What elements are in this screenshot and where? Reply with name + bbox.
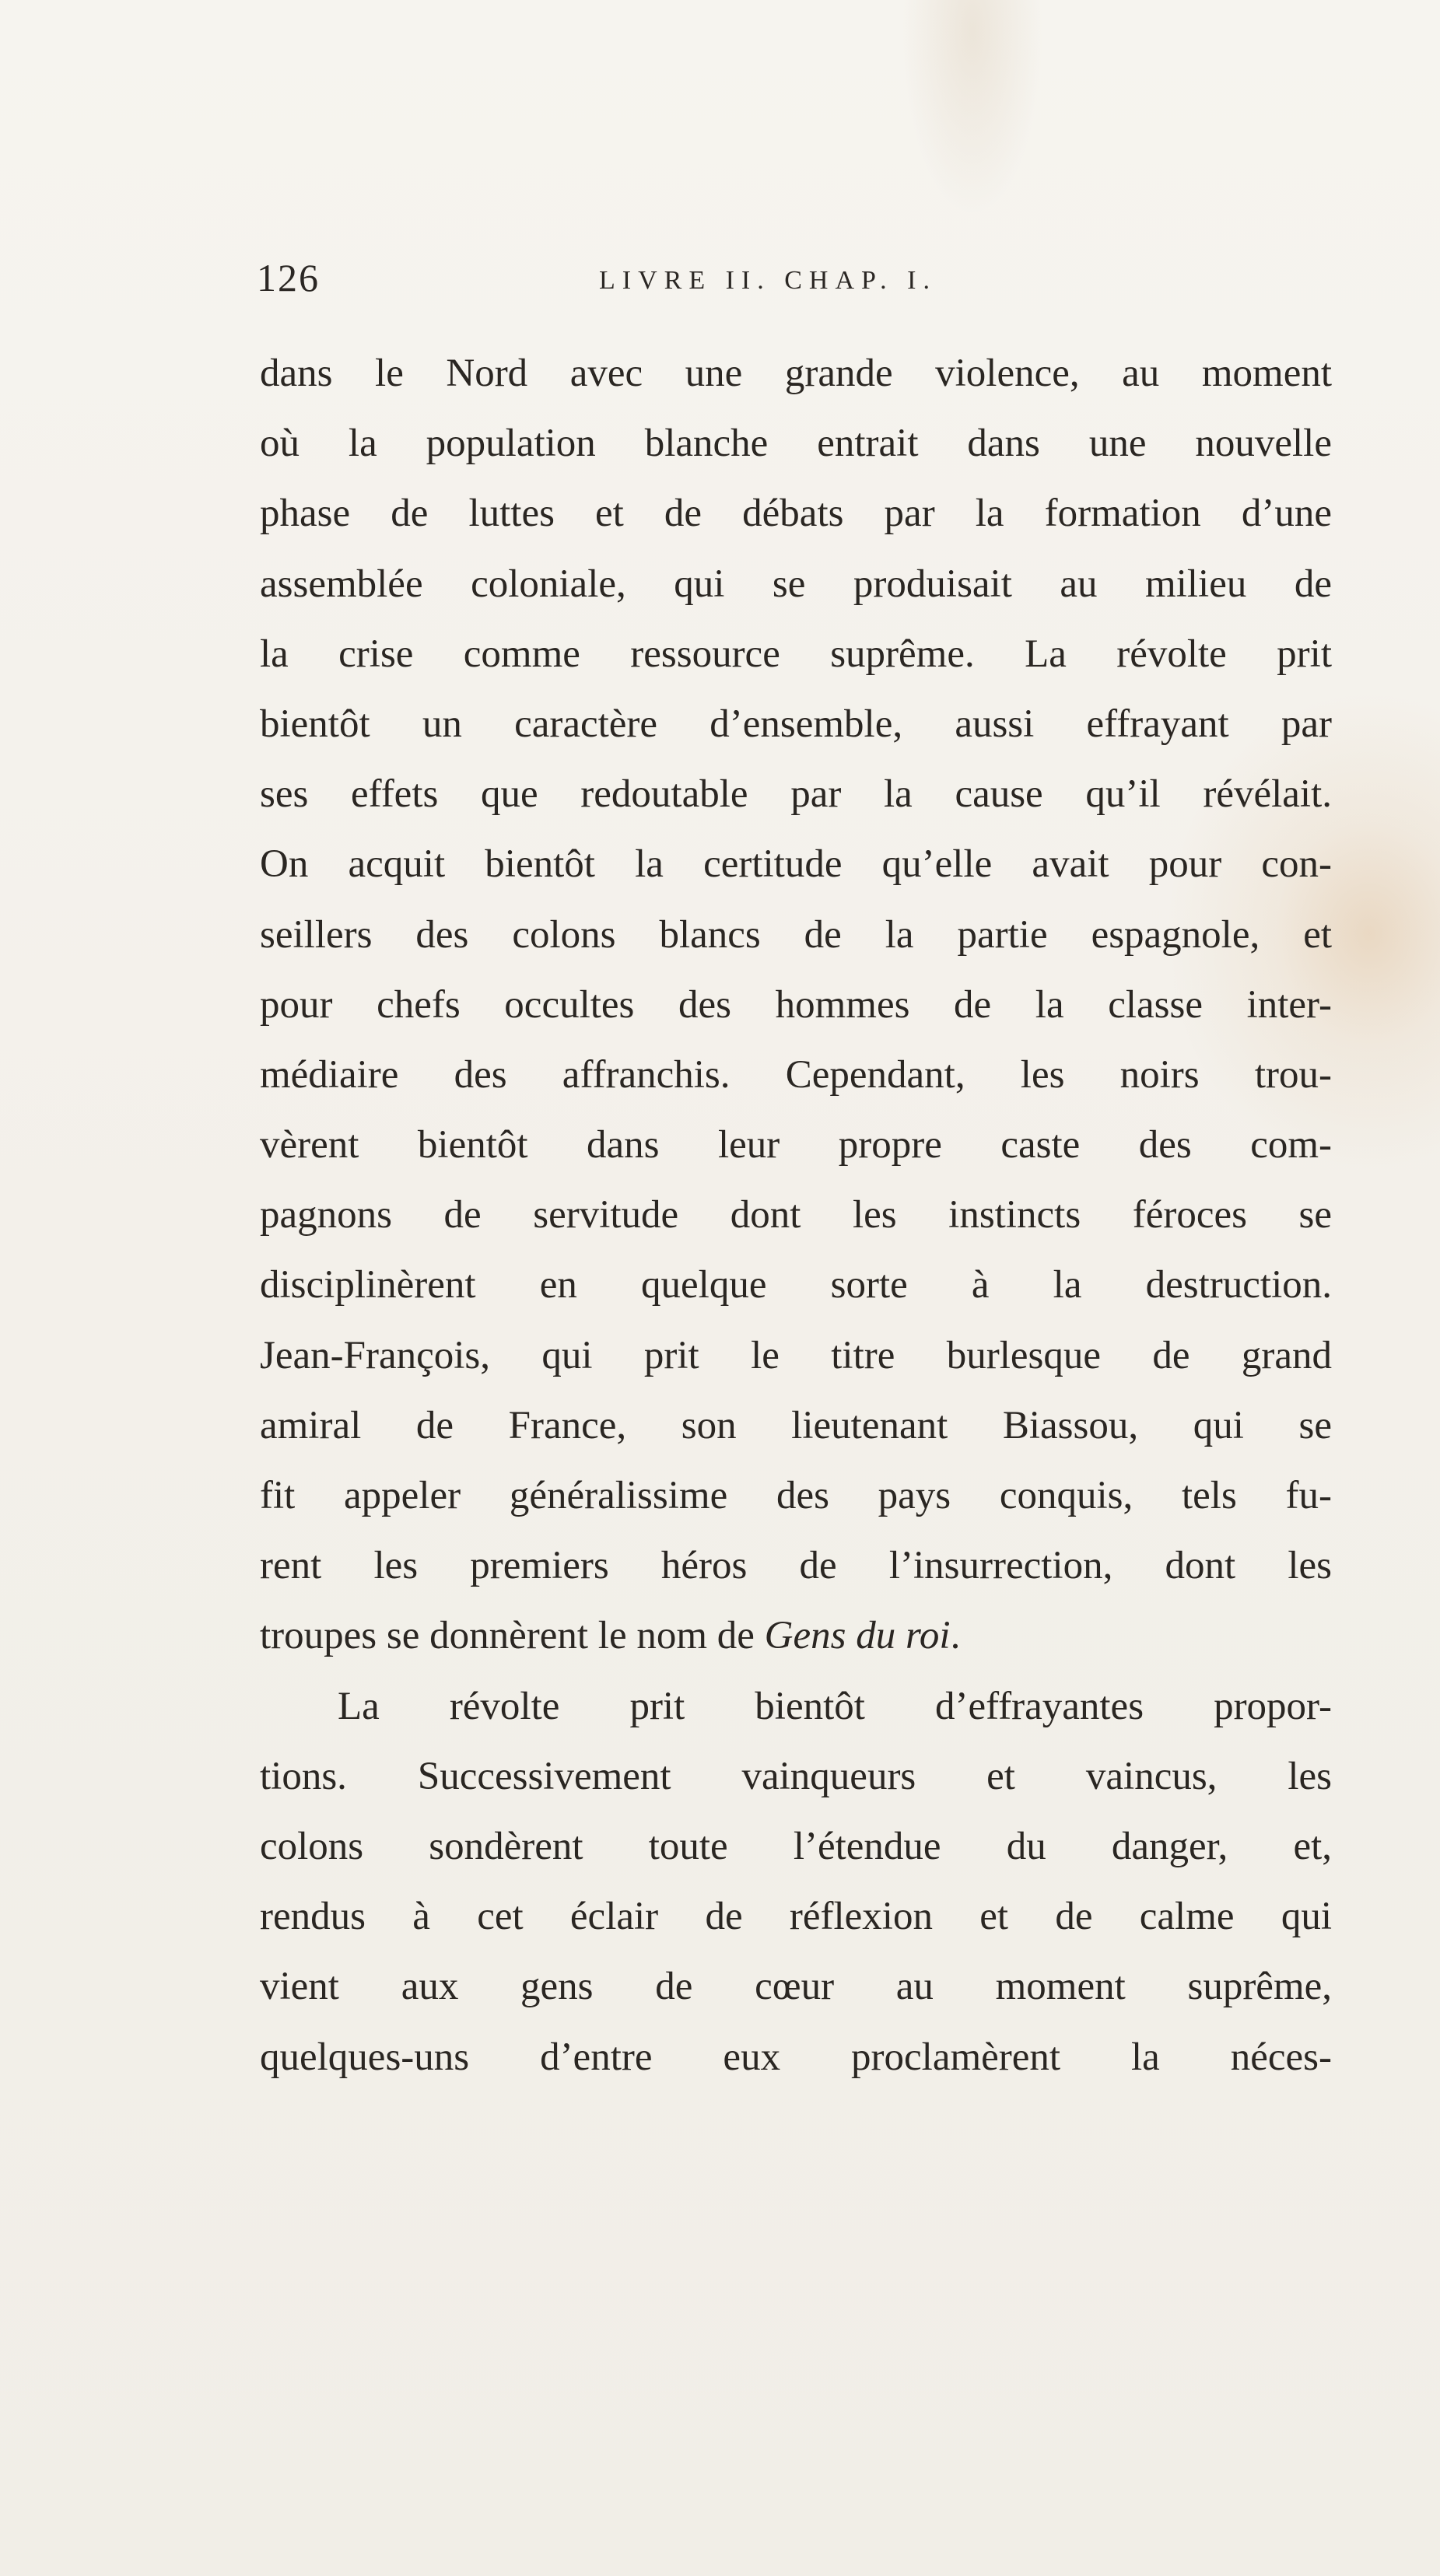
text-line: médiaire des affranchis. Cependant, les noirs trou- [260, 1052, 1332, 1097]
text-line: seillers des colons blancs de la partie espagnole, et [260, 912, 1332, 957]
text-line: vient aux gens de cœur au moment suprême, [260, 1965, 1332, 2009]
text-line: la crise comme ressource suprême. La révolte prit [260, 632, 1332, 676]
text-line-paragraph-start: La révolte prit bientôt d’effrayantes propor- [338, 1684, 1332, 1728]
text-line: disciplinèrent en quelque sorte à la destruction. [260, 1263, 1332, 1307]
text-line: Jean-François, qui prit le titre burlesque de grand [260, 1333, 1332, 1377]
running-title: LIVRE II. CHAP. I. [599, 266, 937, 295]
italic-phrase: Gens du roi [764, 1614, 951, 1658]
text-line: ses effets que redoutable par la cause qu’il révélait. [260, 772, 1332, 817]
text-line: pagnons de servitude dont les instincts féroces se [260, 1193, 1332, 1237]
text-line: phase de luttes et de débats par la formation d’une [260, 492, 1332, 536]
text-line: On acquit bientôt la certitude qu’elle avait pour con- [260, 842, 1332, 887]
text-line: bientôt un caractère d’ensemble, aussi effrayant par [260, 702, 1332, 746]
text-line: quelques-uns d’entre eux proclamèrent la néces- [260, 2035, 1332, 2079]
running-head [257, 255, 1307, 317]
text-line: colons sondèrent toute l’étendue du danger, et, [260, 1824, 1332, 1868]
text-line-end: . [950, 1614, 961, 1658]
text-line-paragraph-end [260, 1601, 1332, 1671]
text-line: où la population blanche entrait dans une nouvelle [260, 422, 1332, 466]
text-line: fit appeler généralissime des pays conquis, tels fu- [260, 1474, 1332, 1517]
text-line: rendus à cet éclair de réflexion et de calme qui [260, 1895, 1332, 1939]
text-line: dans le Nord avec une grande violence, au moment [260, 352, 1332, 395]
text-line: tions. Successivement vainqueurs et vaincus, les [260, 1754, 1332, 1798]
text-line-start: troupes se donnèrent le nom de [260, 1614, 765, 1658]
text-line: pour chefs occultes des hommes de la classe inter- [260, 982, 1332, 1027]
text-line: rent les premiers héros de l’insurrection, dont les [260, 1544, 1332, 1588]
text-line: assemblée coloniale, qui se produisait au milieu de [260, 562, 1332, 606]
text-line: vèrent bientôt dans leur propre caste des com- [260, 1123, 1332, 1167]
body-text [260, 338, 1332, 2092]
page-number: 126 [257, 256, 320, 299]
text-line: amiral de France, son lieutenant Biassou, qui se [260, 1403, 1332, 1447]
